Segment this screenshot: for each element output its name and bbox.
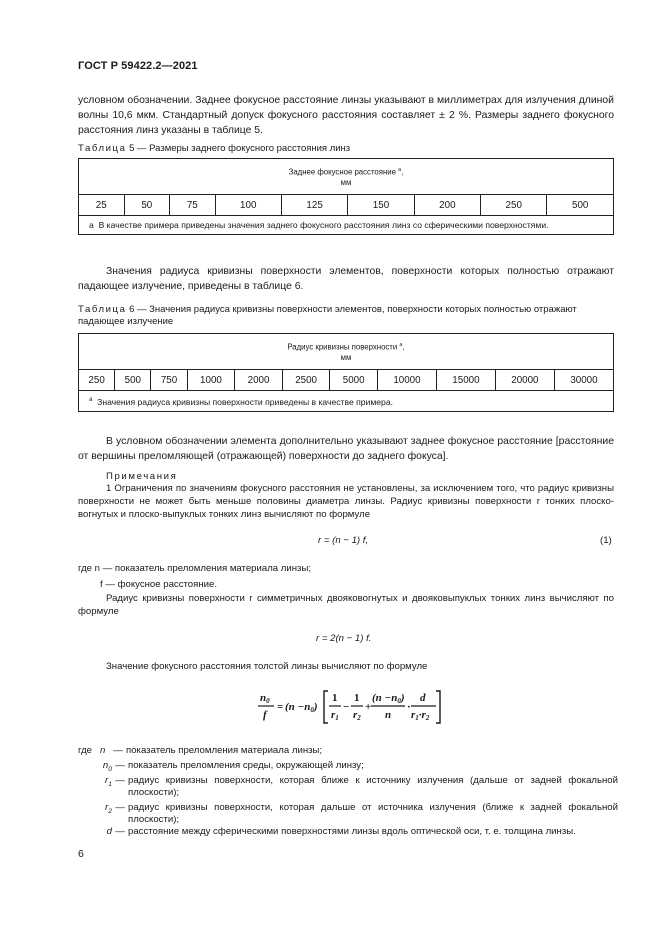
table5-caption-text: 5 — Размеры заднего фокусного расстояния линз <box>129 143 351 154</box>
formula-term: = <box>277 701 284 713</box>
legend-symbol: $n_0$ <box>102 760 112 773</box>
paragraph-back-focal: В условном обозначении элемента дополнительно указывают заднее фокусное расстояние [расстояние от вершины преломляющей (отражающей) поверхности до заднего фокуса]. <box>78 436 614 462</box>
table5-cell: 200 <box>414 195 480 216</box>
formula-term: (n −n0) <box>372 692 405 705</box>
table5-header: Заднее фокусное расстояние $^a$, мм <box>79 159 614 195</box>
legend-intro: где <box>78 745 93 756</box>
table5-cell: 50 <box>124 195 170 216</box>
legend-text: показатель преломления среды, окружающей линзу; <box>128 760 364 771</box>
formula-term: · <box>407 701 411 713</box>
table5-values-row <box>79 195 614 216</box>
page-number: 6 <box>78 848 84 860</box>
table6-header: Радиус кривизны поверхности $^a$, мм <box>79 334 614 370</box>
table6-cell: 250 <box>79 370 115 391</box>
legend-symbol: n <box>100 745 106 756</box>
legend-dash: — <box>115 775 125 786</box>
document-header: ГОСТ Р 59422.2—2021 <box>78 60 198 72</box>
table5-caption-label: Таблица <box>78 143 127 154</box>
table5-cell: 100 <box>215 195 281 216</box>
table6-cell: 500 <box>115 370 151 391</box>
legend-dash: — <box>113 745 123 756</box>
legend-text: расстояние между сферическими поверхностями линзы вдоль оптической оси, т. е. толщина линзы. <box>128 826 576 837</box>
note-2: Радиус кривизны поверхности r симметричных двояковогнутых и двояковыпуклых тонких линз вычисляют по формуле <box>78 593 614 617</box>
table5-cell: 250 <box>481 195 547 216</box>
legend-text: радиус кривизны поверхности, которая дальше от источника излучения (ближе к задней фокальной плоскости); <box>128 802 618 825</box>
table6-caption-text: 6 — Значения радиуса кривизны поверхности элементов, поверхности которых полностью отражают падающее излучение <box>78 304 577 327</box>
thick-lens-formula <box>252 686 442 728</box>
table6-cell: 30000 <box>554 370 613 391</box>
formula-term: (n −n0) <box>285 701 318 714</box>
thick-lens-intro: Значение фокусного расстояния толстой линзы вычисляют по формуле <box>106 661 428 672</box>
legend-row <box>78 802 618 826</box>
table5-cell: 75 <box>170 195 216 216</box>
formula-term: + <box>365 701 372 713</box>
table5-footnote-text: В качестве примера приведены значения заднего фокусного расстояния линз со сферическими поверхностями. <box>98 220 549 230</box>
table6-values-row <box>79 370 614 391</box>
table6-header-line1: Радиус кривизны поверхности <box>287 342 398 352</box>
table6 <box>78 333 614 412</box>
table5-caption <box>78 143 614 155</box>
formula-term: 1 <box>354 692 360 704</box>
formula-1-number: (1) <box>600 535 612 546</box>
table5-cell: 150 <box>348 195 414 216</box>
formula-term: n <box>385 709 392 721</box>
formula-term: f <box>263 709 267 721</box>
formula-term: n0 <box>260 692 270 705</box>
legend-row <box>78 826 618 838</box>
intro-paragraph: условном обозначении. Заднее фокусное расстояние линзы указывают в миллиметрах для излучения длиной волны 10,6 мкм. Стандартный допуск фокусного расстояния составляет ± 2 %. Размеры заднего фокусного расстояния линз указаны в таблице 5. <box>78 95 614 136</box>
formula-term: 1 <box>332 692 338 704</box>
formula-2: r = 2(n − 1) f. <box>316 633 372 644</box>
where1-n: где n — показатель преломления материала линзы; <box>78 563 312 574</box>
table6-cell: 15000 <box>436 370 495 391</box>
legend-dash: — <box>115 760 125 771</box>
legend-dash: — <box>115 802 125 813</box>
table5-header-line1: Заднее фокусное расстояние <box>288 167 396 177</box>
note-1: 1 Ограничения по значениям фокусного расстояния не установлены, за исключением того, что радиус кривизны поверхности не может быть меньше половины диаметра линзы. Радиус кривизны поверхности r тонких плоско-вогнутых и плоско-выпуклых тонких линз вычисляют по формуле <box>78 483 614 520</box>
table6-cell: 750 <box>151 370 187 391</box>
table5-footnote <box>79 216 614 235</box>
formula-term: r1 <box>331 709 339 722</box>
legend-text: показатель преломления материала линзы; <box>126 745 323 756</box>
table5-cell: 500 <box>547 195 614 216</box>
formula-term: r1·r2 <box>411 709 430 722</box>
table5-footnote-marker: a <box>89 220 94 230</box>
legend-symbol: $r_2$ <box>105 802 112 815</box>
formula-1: r = (n − 1) f, <box>318 535 369 546</box>
table5-header-line2: мм <box>340 178 352 188</box>
table5-header-sup: a <box>398 166 402 173</box>
legend-symbol: d <box>106 826 112 837</box>
formula-term: d <box>420 692 426 704</box>
table6-footnote-marker: a <box>89 397 93 403</box>
table6-header-sup: a <box>399 341 403 348</box>
table6-cell: 5000 <box>330 370 378 391</box>
table6-cell: 2500 <box>282 370 330 391</box>
legend-row <box>78 745 618 757</box>
table5-cell: 125 <box>281 195 347 216</box>
table6-caption <box>78 304 614 328</box>
table6-header-line2: мм <box>340 353 352 363</box>
notes-title: Примечания <box>106 471 178 482</box>
table6-cell: 1000 <box>187 370 235 391</box>
legend-dash: — <box>115 826 125 837</box>
paragraph-table6-intro: Значения радиуса кривизны поверхности элементов, поверхности которых полностью отражают падающее излучение, приведены в таблице 6. <box>78 266 614 292</box>
legend-text: радиус кривизны поверхности, которая ближе к источнику излучения (дальше от задней фокальной плоскости); <box>128 775 618 798</box>
table6-footnote <box>79 391 614 412</box>
legend-row <box>78 775 618 799</box>
table5 <box>78 158 614 235</box>
formula-term: − <box>343 701 350 713</box>
where1-f: f — фокусное расстояние. <box>100 579 217 590</box>
table6-cell: 10000 <box>377 370 436 391</box>
legend-symbol: $r_1$ <box>105 775 112 788</box>
formula-term: r2 <box>353 709 361 722</box>
table6-caption-label: Таблица <box>78 304 127 315</box>
table5-cell: 25 <box>79 195 125 216</box>
table6-footnote-text: Значения радиуса кривизны поверхности приведены в качестве примера. <box>97 396 393 407</box>
table6-cell: 20000 <box>495 370 554 391</box>
table6-cell: 2000 <box>235 370 283 391</box>
legend-row <box>78 760 618 776</box>
